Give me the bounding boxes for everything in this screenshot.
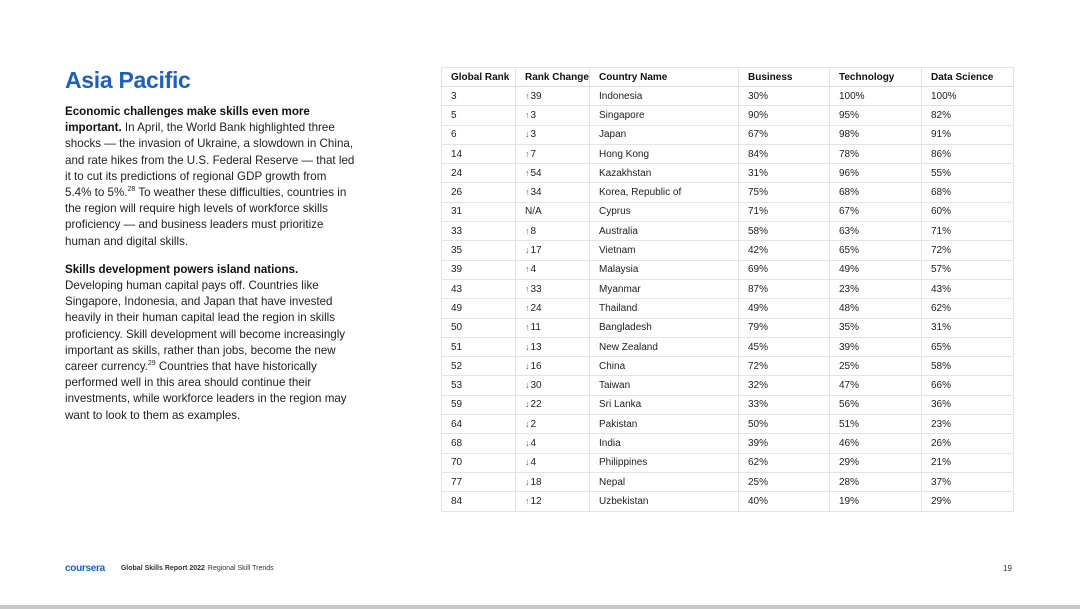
down-arrow-icon: ↓ [525, 418, 530, 429]
cell-rank-change [516, 144, 590, 163]
cell-technology: 46% [830, 434, 922, 453]
cell-rank-change [516, 337, 590, 356]
cell-data-science: 66% [922, 376, 1014, 395]
footer [65, 562, 274, 574]
cell-rank-change [516, 164, 590, 183]
cell-country-name: Vietnam [590, 241, 739, 260]
cell-data-science: 29% [922, 492, 1014, 511]
table-row [442, 241, 1014, 260]
rankings-table-container [441, 67, 1013, 512]
cell-business: 42% [739, 241, 830, 260]
cell-technology: 48% [830, 299, 922, 318]
cell-technology: 25% [830, 357, 922, 376]
paragraph-lead: Economic challenges make skills even more important. [65, 105, 310, 135]
table-row [442, 299, 1014, 318]
cell-business: 90% [739, 106, 830, 125]
rank-change-value: 8 [530, 225, 537, 237]
table-row [442, 318, 1014, 337]
rank-change-value: 24 [530, 302, 542, 314]
cell-global-rank: 6 [442, 125, 516, 144]
cell-data-science: 21% [922, 453, 1014, 472]
cell-global-rank: 52 [442, 357, 516, 376]
cell-global-rank: 39 [442, 260, 516, 279]
cell-technology: 63% [830, 222, 922, 241]
cell-business: 40% [739, 492, 830, 511]
cell-country-name: Indonesia [590, 87, 739, 106]
up-arrow-icon: ↑ [525, 90, 530, 101]
table-body [442, 87, 1014, 512]
up-arrow-icon: ↑ [525, 264, 530, 275]
paragraph-economic-challenges [65, 104, 355, 250]
paragraph-body: In April, the World Bank highlighted three shocks — the invasion of Ukraine, a slowdown in China, and rate hikes from the U.S. Federal Reserve — that led it to cut its predictions of regional GDP growth from 5.4% to 5%. [65, 121, 355, 200]
cell-global-rank: 43 [442, 279, 516, 298]
cell-country-name: Australia [590, 222, 739, 241]
up-arrow-icon: ↑ [525, 148, 530, 159]
cell-global-rank: 3 [442, 87, 516, 106]
cell-country-name: Uzbekistan [590, 492, 739, 511]
down-arrow-icon: ↓ [525, 245, 530, 256]
rank-change-value: 39 [530, 90, 542, 102]
cell-rank-change [516, 357, 590, 376]
rank-change-value: 18 [530, 476, 542, 488]
cell-technology: 23% [830, 279, 922, 298]
cell-global-rank: 59 [442, 395, 516, 414]
rank-change-value: 13 [530, 341, 542, 353]
cell-data-science: 72% [922, 241, 1014, 260]
bottom-divider [0, 605, 1080, 609]
rank-change-value: 4 [530, 437, 537, 449]
rank-change-value: 34 [530, 187, 542, 199]
header-rank-change: Rank Change [516, 68, 590, 87]
footer-report-title: Global Skills Report 2022 [120, 564, 205, 572]
cell-rank-change [516, 222, 590, 241]
rank-change-value: 12 [530, 495, 542, 507]
rank-change-value: 11 [530, 322, 541, 334]
cell-rank-change [516, 106, 590, 125]
cell-business: 25% [739, 472, 830, 491]
cell-country-name: Pakistan [590, 415, 739, 434]
cell-data-science: 31% [922, 318, 1014, 337]
cell-technology: 51% [830, 415, 922, 434]
down-arrow-icon: ↓ [525, 399, 530, 410]
down-arrow-icon: ↓ [525, 476, 530, 487]
rank-change-value: 2 [530, 418, 537, 430]
paragraph-skills-development [65, 262, 355, 424]
cell-global-rank: 14 [442, 144, 516, 163]
header-data-science: Data Science [922, 68, 1014, 87]
rank-change-value: 4 [530, 457, 537, 469]
paragraph-body: Developing human capital pays off. Countries like Singapore, Indonesia, and Japan that have invested heavily in their human capital lead the region in skills proficiency. Skill development will become increasingly important as skills, rather than jobs, become the new career currency. [65, 279, 346, 374]
table-row [442, 260, 1014, 279]
down-arrow-icon: ↓ [525, 129, 530, 140]
table-row [442, 87, 1014, 106]
down-arrow-icon: ↓ [525, 380, 530, 391]
cell-global-rank: 35 [442, 241, 516, 260]
cell-technology: 39% [830, 337, 922, 356]
cell-country-name: Cyprus [590, 202, 739, 221]
cell-global-rank: 24 [442, 164, 516, 183]
cell-country-name: New Zealand [590, 337, 739, 356]
cell-data-science: 71% [922, 222, 1014, 241]
up-arrow-icon: ↑ [525, 495, 530, 506]
cell-business: 58% [739, 222, 830, 241]
rank-change-value: 22 [530, 399, 542, 411]
footer-section-title: Regional Skill Trends [207, 564, 274, 572]
cell-rank-change [516, 279, 590, 298]
cell-technology: 56% [830, 395, 922, 414]
cell-country-name: Sri Lanka [590, 395, 739, 414]
cell-data-science: 37% [922, 472, 1014, 491]
table-row [442, 202, 1014, 221]
cell-data-science: 43% [922, 279, 1014, 298]
cell-data-science: 65% [922, 337, 1014, 356]
cell-rank-change [516, 434, 590, 453]
rankings-table [441, 67, 1014, 512]
down-arrow-icon: ↓ [525, 437, 530, 448]
header-technology: Technology [830, 68, 922, 87]
cell-global-rank: 31 [442, 202, 516, 221]
cell-global-rank: 49 [442, 299, 516, 318]
cell-country-name: Japan [590, 125, 739, 144]
cell-rank-change [516, 376, 590, 395]
cell-technology: 78% [830, 144, 922, 163]
cell-data-science: 68% [922, 183, 1014, 202]
cell-rank-change [516, 241, 590, 260]
rank-change-value: 3 [530, 129, 537, 141]
cell-data-science: 82% [922, 106, 1014, 125]
table-row [442, 125, 1014, 144]
cell-technology: 29% [830, 453, 922, 472]
up-arrow-icon: ↑ [525, 302, 530, 313]
up-arrow-icon: ↑ [525, 109, 530, 120]
cell-data-science: 55% [922, 164, 1014, 183]
cell-global-rank: 5 [442, 106, 516, 125]
cell-global-rank: 68 [442, 434, 516, 453]
cell-technology: 28% [830, 472, 922, 491]
rank-change-value: 3 [530, 109, 537, 121]
cell-data-science: 62% [922, 299, 1014, 318]
table-row [442, 164, 1014, 183]
down-arrow-icon: ↓ [525, 457, 530, 468]
table-row [442, 337, 1014, 356]
rank-change-value: 7 [530, 148, 537, 160]
cell-data-science: 23% [922, 415, 1014, 434]
cell-technology: 47% [830, 376, 922, 395]
cell-technology: 65% [830, 241, 922, 260]
cell-business: 87% [739, 279, 830, 298]
cell-data-science: 100% [922, 87, 1014, 106]
cell-business: 71% [739, 202, 830, 221]
cell-data-science: 26% [922, 434, 1014, 453]
rank-change-value: 4 [530, 264, 537, 276]
cell-data-science: 86% [922, 144, 1014, 163]
table-row [442, 472, 1014, 491]
cell-business: 62% [739, 453, 830, 472]
cell-business: 33% [739, 395, 830, 414]
cell-technology: 35% [830, 318, 922, 337]
cell-global-rank: 84 [442, 492, 516, 511]
page-number: 19 [1003, 564, 1012, 573]
cell-business: 30% [739, 87, 830, 106]
cell-country-name: Nepal [590, 472, 739, 491]
cell-business: 32% [739, 376, 830, 395]
up-arrow-icon: ↑ [525, 322, 530, 333]
rank-change-value: 17 [530, 245, 542, 257]
cell-country-name: Bangladesh [590, 318, 739, 337]
cell-technology: 19% [830, 492, 922, 511]
page-title: Asia Pacific [65, 67, 191, 93]
cell-technology: 95% [830, 106, 922, 125]
cell-rank-change [516, 299, 590, 318]
paragraph-lead: Skills development powers island nations. [65, 262, 299, 276]
header-business: Business [739, 68, 830, 87]
cell-rank-change [516, 183, 590, 202]
footnote-ref[interactable]: 28 [127, 186, 136, 194]
cell-global-rank: 51 [442, 337, 516, 356]
cell-country-name: Myanmar [590, 279, 739, 298]
table-row [442, 415, 1014, 434]
header-country-name: Country Name [590, 68, 739, 87]
cell-data-science: 57% [922, 260, 1014, 279]
footnote-ref[interactable]: 29 [147, 360, 156, 368]
cell-technology: 68% [830, 183, 922, 202]
cell-technology: 49% [830, 260, 922, 279]
cell-country-name: Thailand [590, 299, 739, 318]
cell-global-rank: 53 [442, 376, 516, 395]
cell-global-rank: 26 [442, 183, 516, 202]
cell-business: 79% [739, 318, 830, 337]
table-row [442, 183, 1014, 202]
paragraph-body: To weather these difficulties, countries in the region will require high levels of workforce skills proficiency — and business leaders must prioritize human and digital skills. [65, 186, 347, 248]
cell-business: 31% [739, 164, 830, 183]
table-row [442, 492, 1014, 511]
cell-global-rank: 70 [442, 453, 516, 472]
up-arrow-icon: ↑ [525, 283, 530, 294]
cell-rank-change [516, 318, 590, 337]
table-row [442, 434, 1014, 453]
cell-business: 69% [739, 260, 830, 279]
coursera-logo: coursera [65, 562, 105, 574]
cell-data-science: 36% [922, 395, 1014, 414]
cell-rank-change [516, 87, 590, 106]
rank-change-value: 54 [530, 167, 542, 179]
cell-business: 75% [739, 183, 830, 202]
cell-business: 49% [739, 299, 830, 318]
cell-global-rank: 77 [442, 472, 516, 491]
cell-country-name: Kazakhstan [590, 164, 739, 183]
text-column [65, 66, 355, 436]
cell-rank-change [516, 472, 590, 491]
cell-rank-change [516, 395, 590, 414]
cell-country-name: China [590, 357, 739, 376]
rank-change-value: N/A [525, 206, 542, 218]
cell-global-rank: 50 [442, 318, 516, 337]
cell-business: 67% [739, 125, 830, 144]
cell-rank-change [516, 453, 590, 472]
cell-global-rank: 64 [442, 415, 516, 434]
cell-data-science: 60% [922, 202, 1014, 221]
paragraph-body: Countries that have historically performed well in this area should continue their investments, while workforce leaders in the region may want to look to them as examples. [65, 360, 347, 422]
cell-rank-change [516, 202, 590, 221]
cell-data-science: 91% [922, 125, 1014, 144]
cell-technology: 100% [830, 87, 922, 106]
table-row [442, 395, 1014, 414]
cell-rank-change [516, 125, 590, 144]
down-arrow-icon: ↓ [525, 341, 530, 352]
cell-business: 72% [739, 357, 830, 376]
cell-country-name: Singapore [590, 106, 739, 125]
up-arrow-icon: ↑ [525, 187, 530, 198]
rank-change-value: 33 [530, 283, 542, 295]
cell-business: 45% [739, 337, 830, 356]
cell-technology: 67% [830, 202, 922, 221]
table-header-row [442, 68, 1014, 87]
cell-business: 39% [739, 434, 830, 453]
up-arrow-icon: ↑ [525, 225, 530, 236]
cell-country-name: Korea, Republic of [590, 183, 739, 202]
rank-change-value: 16 [530, 360, 542, 372]
table-row [442, 357, 1014, 376]
cell-country-name: Taiwan [590, 376, 739, 395]
header-global-rank: Global Rank [442, 68, 516, 87]
cell-country-name: Malaysia [590, 260, 739, 279]
cell-technology: 98% [830, 125, 922, 144]
cell-business: 84% [739, 144, 830, 163]
table-row [442, 106, 1014, 125]
cell-country-name: India [590, 434, 739, 453]
up-arrow-icon: ↑ [525, 167, 530, 178]
table-row [442, 222, 1014, 241]
cell-data-science: 58% [922, 357, 1014, 376]
cell-technology: 96% [830, 164, 922, 183]
rank-change-value: 30 [530, 380, 542, 392]
cell-rank-change [516, 492, 590, 511]
cell-rank-change [516, 415, 590, 434]
cell-global-rank: 33 [442, 222, 516, 241]
cell-rank-change [516, 260, 590, 279]
table-row [442, 144, 1014, 163]
cell-country-name: Philippines [590, 453, 739, 472]
table-row [442, 453, 1014, 472]
cell-country-name: Hong Kong [590, 144, 739, 163]
table-row [442, 376, 1014, 395]
down-arrow-icon: ↓ [525, 360, 530, 371]
table-row [442, 279, 1014, 298]
cell-business: 50% [739, 415, 830, 434]
